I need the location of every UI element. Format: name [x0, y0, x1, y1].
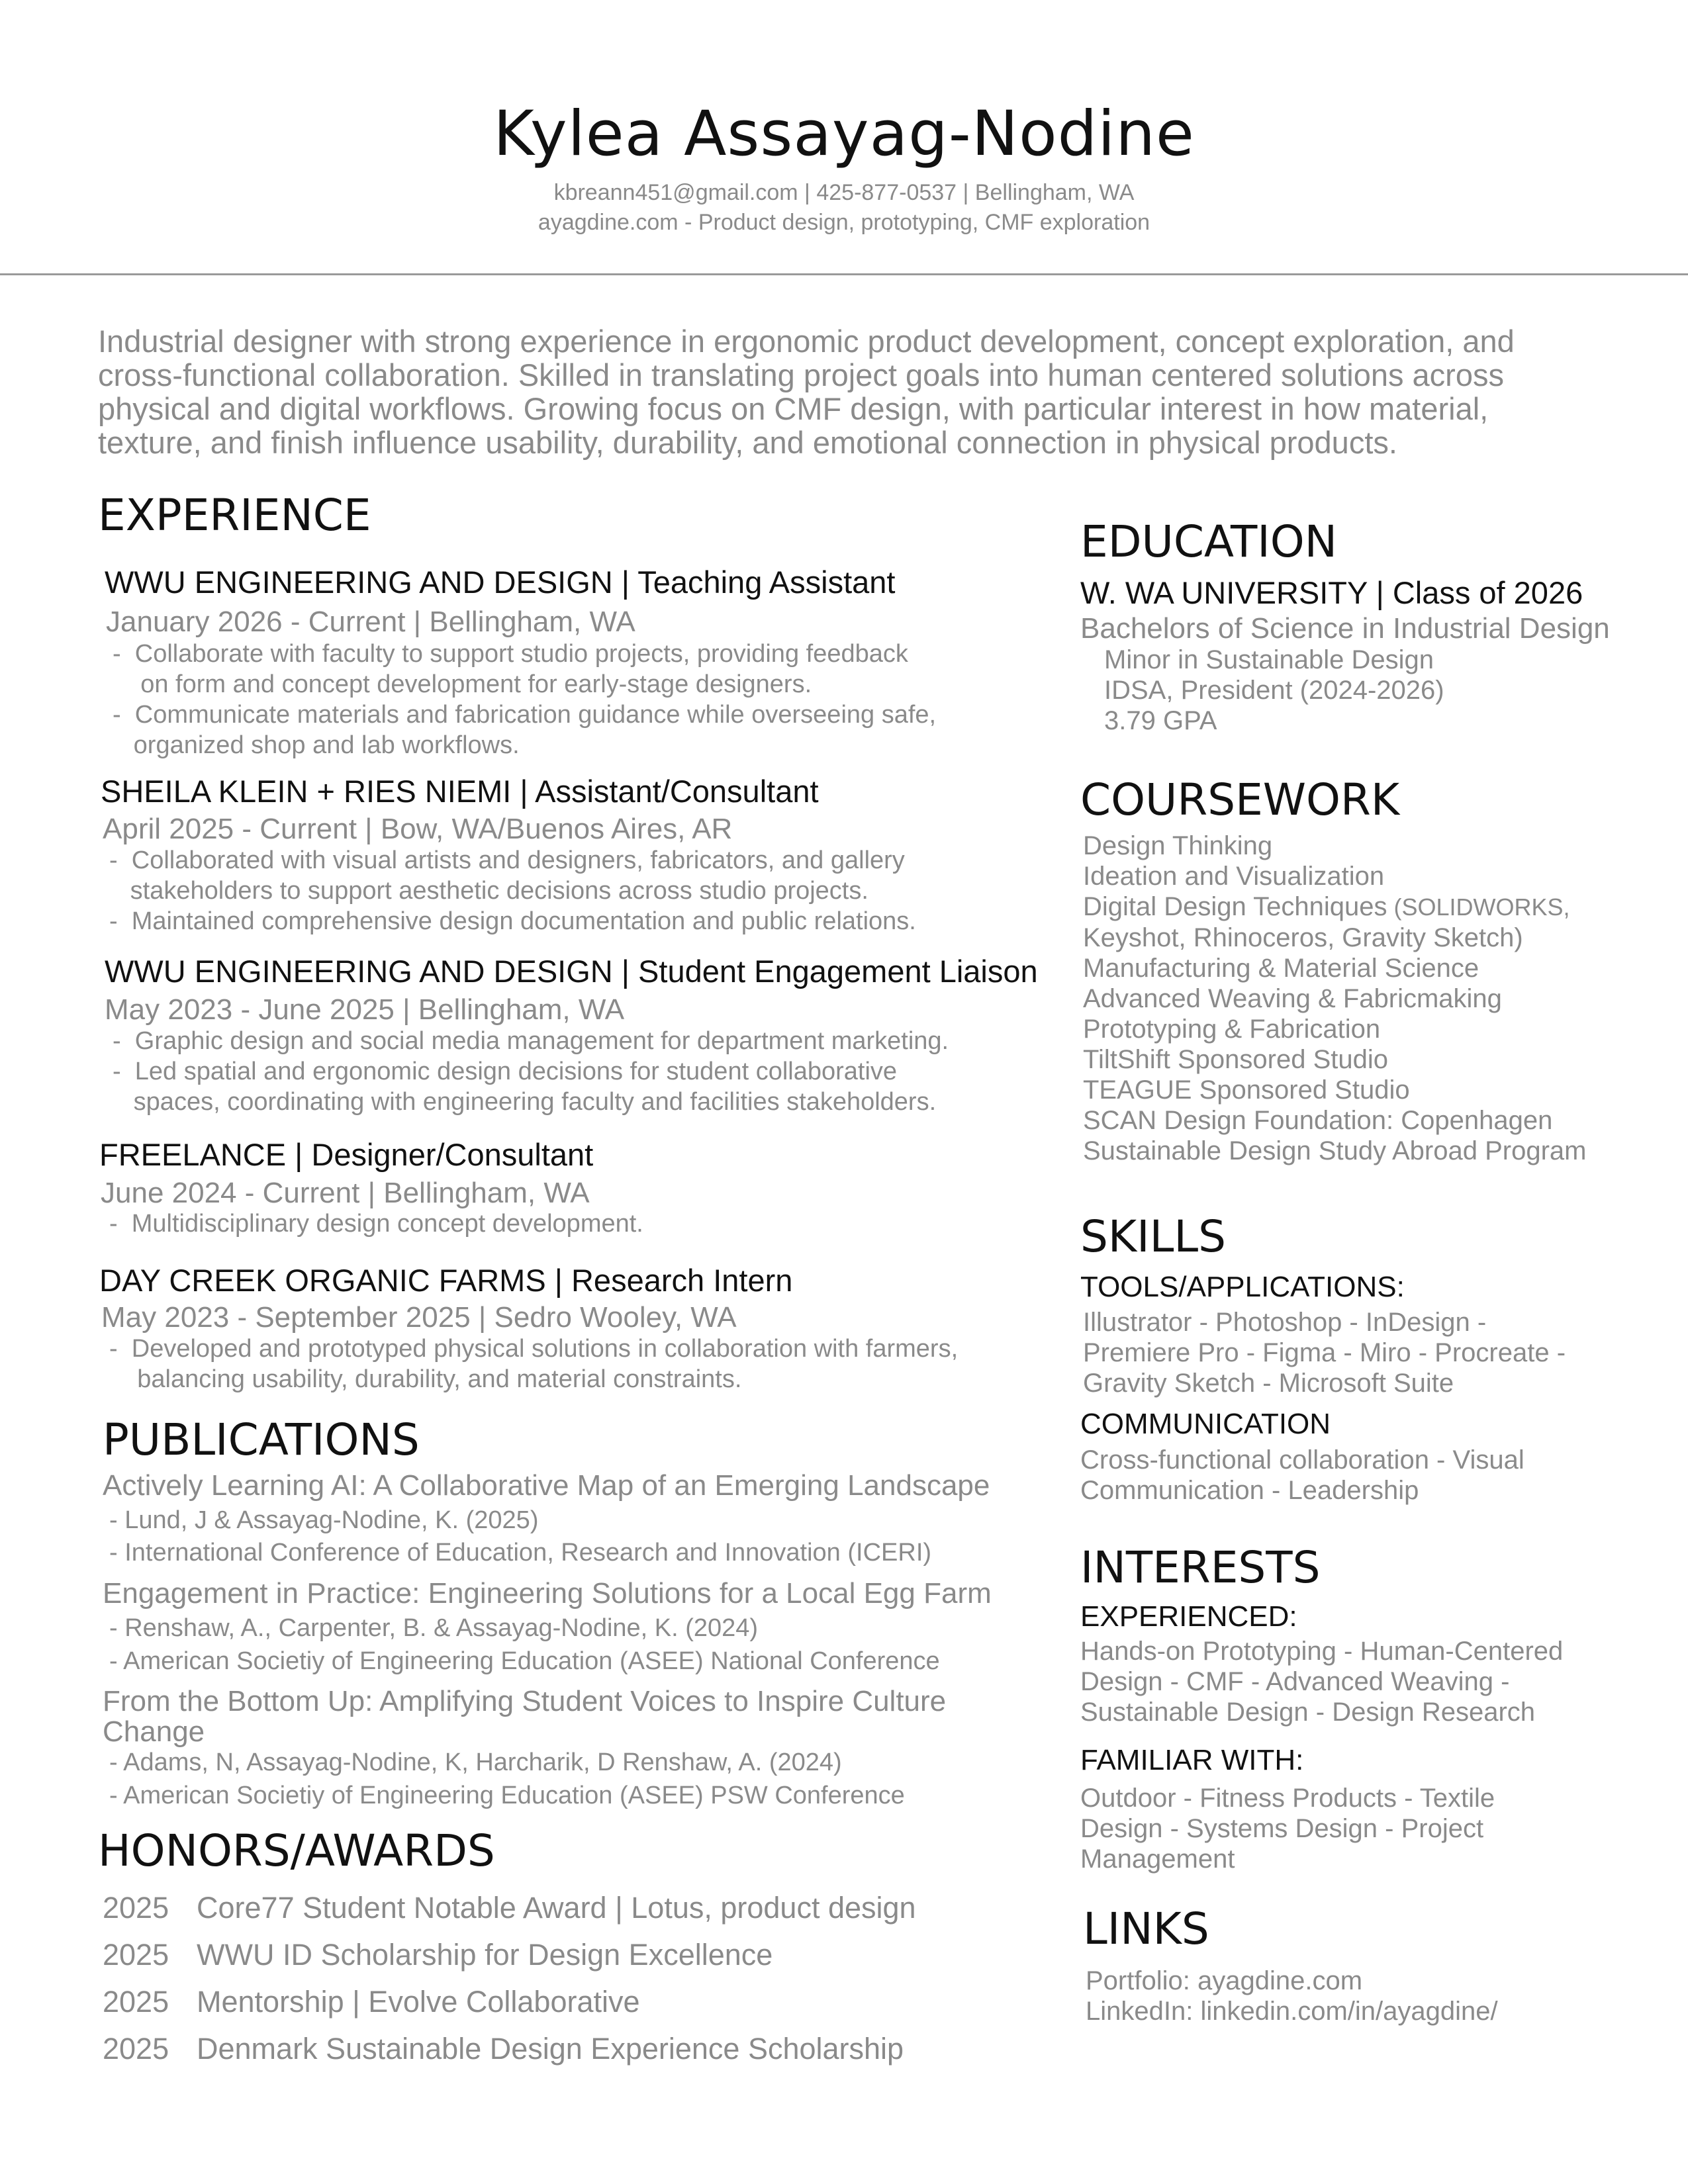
job-bullet: - Led spatial and ergonomic design decisions for student collaborative — [113, 1058, 898, 1085]
familiar-heading: FAMILIAR WITH: — [1080, 1744, 1304, 1776]
course-item: Design Thinking — [1083, 831, 1273, 860]
course-item: Advanced Weaving & Fabricmaking — [1083, 984, 1502, 1013]
publication-authors: - Renshaw, A., Carpenter, B. & Assayag-Nodine, K. (2024) — [109, 1614, 759, 1642]
award-item — [103, 1891, 916, 1925]
job-bullets — [113, 639, 936, 760]
course-item: Ideation and Visualization — [1083, 862, 1385, 891]
links-heading: LINKS — [1083, 1903, 1209, 1954]
job-bullet: balancing usability, durability, and material constraints. — [109, 1365, 742, 1393]
publication-authors: - Adams, N, Assayag-Nodine, K, Harcharik, D Renshaw, A. (2024) — [109, 1749, 842, 1776]
education-detail: IDSA, President (2024-2026) — [1104, 676, 1444, 705]
experience-heading: EXPERIENCE — [98, 490, 371, 541]
job-meta: May 2023 - June 2025 | Bellingham, WA — [105, 993, 625, 1026]
job-bullet: - Collaborated with visual artists and designers, fabricators, and gallery — [109, 846, 905, 874]
award-item — [103, 1985, 640, 2019]
course-name: Digital Design Techniques — [1083, 892, 1387, 921]
course-item: TEAGUE Sponsored Studio — [1083, 1075, 1410, 1105]
links-list — [1086, 1966, 1498, 2026]
job-title: WWU ENGINEERING AND DESIGN | Student Engagement Liaison — [105, 954, 1038, 989]
publication-venue: - American Societiy of Engineering Education (ASEE) National Conference — [109, 1647, 940, 1675]
course-item: SCAN Design Foundation: Copenhagen — [1083, 1106, 1553, 1135]
publication-title: Engagement in Practice: Engineering Solutions for a Local Egg Farm — [103, 1577, 992, 1610]
award-item — [103, 1938, 773, 1972]
award-year: 2025 — [103, 1938, 169, 1972]
course-item: TiltShift Sponsored Studio — [1083, 1045, 1388, 1074]
education-school: W. WA UNIVERSITY | Class of 2026 — [1080, 575, 1583, 610]
education-degree: Bachelors of Science in Industrial Design — [1080, 612, 1610, 645]
publication-venue: - American Societiy of Engineering Education (ASEE) PSW Conference — [109, 1782, 905, 1809]
publication-authors: - Lund, J & Assayag-Nodine, K. (2025) — [109, 1506, 539, 1534]
job-bullet: - Developed and prototyped physical solutions in collaboration with farmers, — [109, 1335, 959, 1363]
portfolio-link[interactable]: Portfolio: ayagdine.com — [1086, 1966, 1363, 1995]
course-item — [1083, 891, 1586, 923]
course-item: Prototyping & Fabrication — [1083, 1015, 1381, 1044]
familiar-line: Outdoor - Fitness Products - Textile — [1080, 1784, 1495, 1813]
award-text: WWU ID Scholarship for Design Excellence — [197, 1938, 773, 1972]
education-detail: Minor in Sustainable Design — [1104, 645, 1434, 674]
tools-line: Gravity Sketch - Microsoft Suite — [1083, 1369, 1454, 1398]
familiar-list — [1080, 1783, 1495, 1874]
job-bullets — [109, 1334, 958, 1394]
job-meta: January 2026 - Current | Bellingham, WA — [106, 606, 635, 638]
website-line: ayagdine.com - Product design, prototyping, CMF exploration — [538, 210, 1150, 235]
job-bullet: stakeholders to support aesthetic decisions across studio projects. — [109, 877, 868, 905]
job-title: FREELANCE | Designer/Consultant — [99, 1137, 594, 1172]
resume-name: Kylea Assayag-Nodine — [493, 98, 1195, 170]
communication-heading: COMMUNICATION — [1080, 1408, 1331, 1440]
communication-line: Cross-functional collaboration - Visual — [1080, 1445, 1524, 1475]
award-year: 2025 — [103, 1891, 169, 1925]
header-divider — [0, 273, 1688, 275]
job-title: SHEILA KLEIN + RIES NIEMI | Assistant/Consultant — [101, 774, 819, 809]
communication-line: Communication - Leadership — [1080, 1476, 1419, 1505]
summary-line: cross-functional collaboration. Skilled in translating project goals into human centered solutions across — [98, 357, 1504, 392]
skills-heading: SKILLS — [1080, 1211, 1227, 1262]
coursework-heading: COURSEWORK — [1080, 774, 1400, 825]
job-title: WWU ENGINEERING AND DESIGN | Teaching Assistant — [105, 565, 896, 600]
summary-line: physical and digital workflows. Growing focus on CMF design, with particular interest in how material, — [98, 391, 1489, 426]
publication-title: From the Bottom Up: Amplifying Student Voices to Inspire Culture — [103, 1685, 947, 1717]
experienced-line: Hands-on Prototyping - Human-Centered — [1080, 1637, 1564, 1666]
publication-title: Actively Learning AI: A Collaborative Map of an Emerging Landscape — [103, 1469, 990, 1502]
job-bullets — [109, 845, 916, 936]
job-bullet: spaces, coordinating with engineering faculty and facilities stakeholders. — [113, 1088, 937, 1116]
job-meta: April 2025 - Current | Bow, WA/Buenos Aires, AR — [103, 813, 733, 845]
job-bullet: on form and concept development for early-stage designers. — [113, 670, 812, 698]
education-heading: EDUCATION — [1080, 516, 1338, 567]
awards-heading: HONORS/AWARDS — [98, 1825, 495, 1876]
publications-heading: PUBLICATIONS — [103, 1414, 420, 1465]
experienced-list — [1080, 1636, 1563, 1727]
experienced-line: Design - CMF - Advanced Weaving - — [1080, 1667, 1510, 1696]
linkedin-link[interactable]: LinkedIn: linkedin.com/in/ayagdine/ — [1086, 1997, 1498, 2026]
experienced-heading: EXPERIENCED: — [1080, 1600, 1297, 1633]
tools-line: Premiere Pro - Figma - Miro - Procreate - — [1083, 1338, 1566, 1367]
job-bullet: organized shop and lab workflows. — [113, 731, 520, 759]
course-note: Keyshot, Rhinoceros, Gravity Sketch) — [1083, 923, 1523, 952]
education-detail: 3.79 GPA — [1104, 706, 1217, 735]
contact-line: kbreann451@gmail.com | 425-877-0537 | Bellingham, WA — [553, 180, 1135, 205]
job-bullets — [109, 1208, 643, 1239]
tools-heading: TOOLS/APPLICATIONS: — [1080, 1271, 1405, 1303]
course-item: Manufacturing & Material Science — [1083, 954, 1479, 983]
familiar-line: Management — [1080, 1844, 1235, 1874]
communication-list — [1080, 1445, 1524, 1506]
job-bullet: - Graphic design and social media management for department marketing. — [113, 1027, 949, 1055]
award-year: 2025 — [103, 1985, 169, 2019]
award-text: Core77 Student Notable Award | Lotus, product design — [197, 1891, 916, 1925]
experienced-line: Sustainable Design - Design Research — [1080, 1698, 1536, 1727]
job-bullet: - Maintained comprehensive design documentation and public relations. — [109, 907, 916, 935]
tools-list — [1083, 1307, 1566, 1398]
summary — [98, 324, 1594, 459]
award-text: Mentorship | Evolve Collaborative — [197, 1985, 640, 2019]
job-bullet: - Multidisciplinary design concept development. — [109, 1210, 643, 1238]
education-details — [1104, 645, 1444, 736]
job-bullets — [113, 1026, 949, 1117]
job-bullet: - Collaborate with faculty to support studio projects, providing feedback — [113, 640, 908, 668]
job-bullet: - Communicate materials and fabrication guidance while overseeing safe, — [113, 701, 937, 729]
job-title: DAY CREEK ORGANIC FARMS | Research Intern — [99, 1263, 793, 1298]
award-text: Denmark Sustainable Design Experience Scholarship — [197, 2032, 904, 2066]
publication-title-cont: Change — [103, 1715, 205, 1748]
job-meta: June 2024 - Current | Bellingham, WA — [101, 1177, 590, 1209]
summary-line: texture, and finish influence usability, durability, and emotional connection in physical products. — [98, 425, 1397, 460]
summary-line: Industrial designer with strong experience in ergonomic product development, concept exploration, and — [98, 324, 1515, 359]
award-item — [103, 2032, 904, 2066]
coursework-list — [1083, 831, 1586, 1166]
interests-heading: INTERESTS — [1080, 1542, 1321, 1593]
award-year: 2025 — [103, 2032, 169, 2066]
course-note: (SOLIDWORKS, — [1387, 893, 1570, 921]
tools-line: Illustrator - Photoshop - InDesign - — [1083, 1308, 1487, 1337]
familiar-line: Design - Systems Design - Project — [1080, 1814, 1484, 1843]
job-meta: May 2023 - September 2025 | Sedro Wooley, WA — [101, 1301, 737, 1334]
publication-venue: - International Conference of Education, Research and Innovation (ICERI) — [109, 1539, 932, 1567]
course-item: Sustainable Design Study Abroad Program — [1083, 1136, 1587, 1165]
